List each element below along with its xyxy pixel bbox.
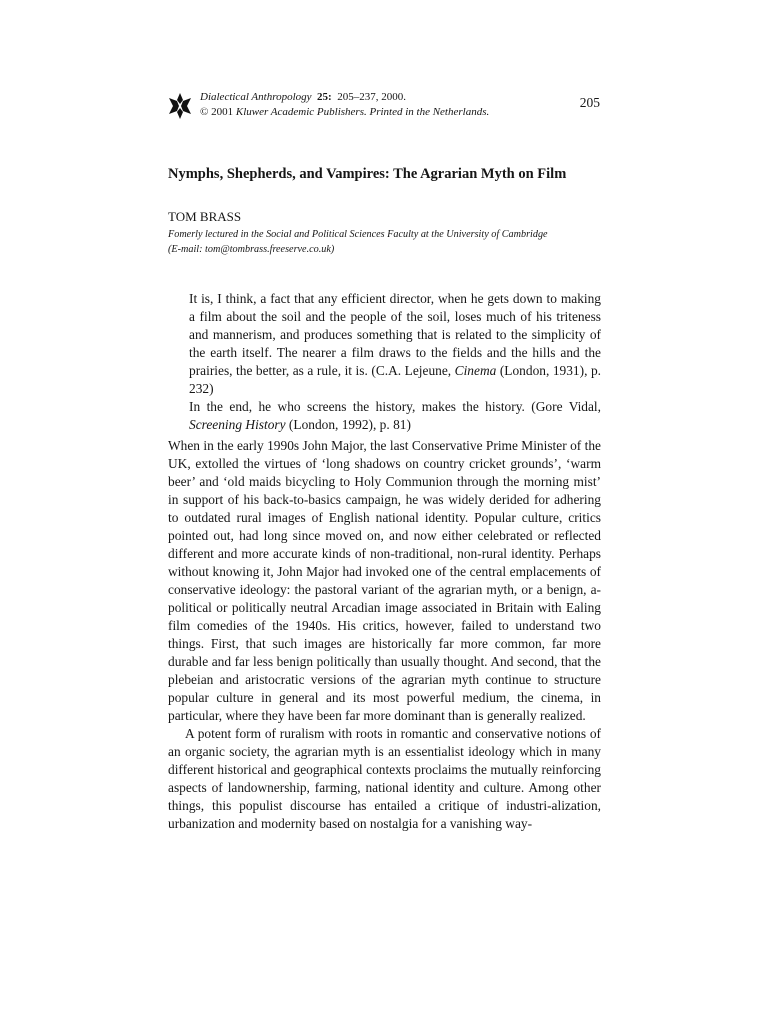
author-name: TOM BRASS <box>168 209 242 224</box>
copyright-year: © 2001 <box>200 106 234 118</box>
epigraph-quote-2 <box>189 398 601 434</box>
quote-1-source-details: (London, 1931), p. 232) <box>189 363 601 396</box>
journal-line-2 <box>200 105 489 120</box>
body-paragraph-1: When in the early 1990s John Major, the last Conservative Prime Minister of the UK, extolled the virtues of ‘long shadows on country cricket grounds’, ‘warm beer’ and ‘old maids bicycling to Holy Communion through the morning mist’ in support of his back-to-basics campaign, he was widely derided for adhering to outdated rural images of English national identity. Popular culture, critics pointed out, had long since moved on, and now either celebrated or reflected different and more accurate kinds of non-traditional, non-rural identity. Perhaps without knowing it, John Major had invoked one of the central emplacements of conservative ideology: the pastoral variant of the agrarian myth, or a benign, a-political or politically neutral Arcadian image associated in Britain with Ealing film comedies of the 1940s. His critics, however, failed to understand two things. First, that such images are historically far more common, far more durable and far less benign politically than usually thought. And second, that the plebeian and aristocratic versions of the agrarian myth continue to structure popular culture in general and its most powerful medium, the cinema, in particular, where they have been far more dominant than is generally realized. <box>168 438 601 723</box>
epigraph <box>189 290 601 434</box>
quote-1-text: It is, I think, a fact that any efficient director, when he gets down to making a film about the soil and the people of the soil, loses much of his triteness and mannerism, and produces something that is related to the simplicity of the earth itself. The nearer a film draws to the fields and the hills and the prairies, the better, as a rule, it is. (C.A. Lejeune, <box>189 291 601 378</box>
epigraph-quote-1 <box>189 290 601 398</box>
page-number: 205 <box>579 95 600 110</box>
journal-pages-year: 205–237, 2000. <box>337 91 406 103</box>
author-email: (E-mail: tom@tombrass.freeserve.co.uk) <box>168 243 335 255</box>
article-title: Nymphs, Shepherds, and Vampires: The Agrarian Myth on Film <box>168 166 567 182</box>
quote-2-source-details: (London, 1992), p. 81) <box>285 417 411 432</box>
kluwer-logo-icon <box>168 92 192 120</box>
quote-2-text: In the end, he who screens the history, makes the history. (Gore Vidal, <box>189 399 601 414</box>
quote-1-source-title: Cinema <box>454 363 497 378</box>
author-affiliation <box>168 228 608 257</box>
article-body <box>168 437 601 833</box>
body-paragraph-2: A potent form of ruralism with roots in romantic and conservative notions of an organic society, the agrarian myth is an essentialist ideology which in many different historical and geographical contexts proclaims the mutually reinforcing aspects of landownership, farming, national identity and culture. Among other things, this populist discourse has entailed a critique of industri-alization, urbanization and modernity based on nostalgia for a vanishing way- <box>168 726 601 831</box>
journal-citation <box>200 90 489 120</box>
affiliation-line: Fomerly lectured in the Social and Political Sciences Faculty at the University of Cambridge <box>168 229 548 240</box>
journal-line-1 <box>200 90 489 105</box>
quote-2-source-title: Screening History <box>189 417 286 432</box>
journal-volume: 25: <box>317 91 332 103</box>
publisher-line: Kluwer Academic Publishers. Printed in the Netherlands. <box>235 106 490 118</box>
journal-name: Dialectical Anthropology <box>200 91 312 103</box>
